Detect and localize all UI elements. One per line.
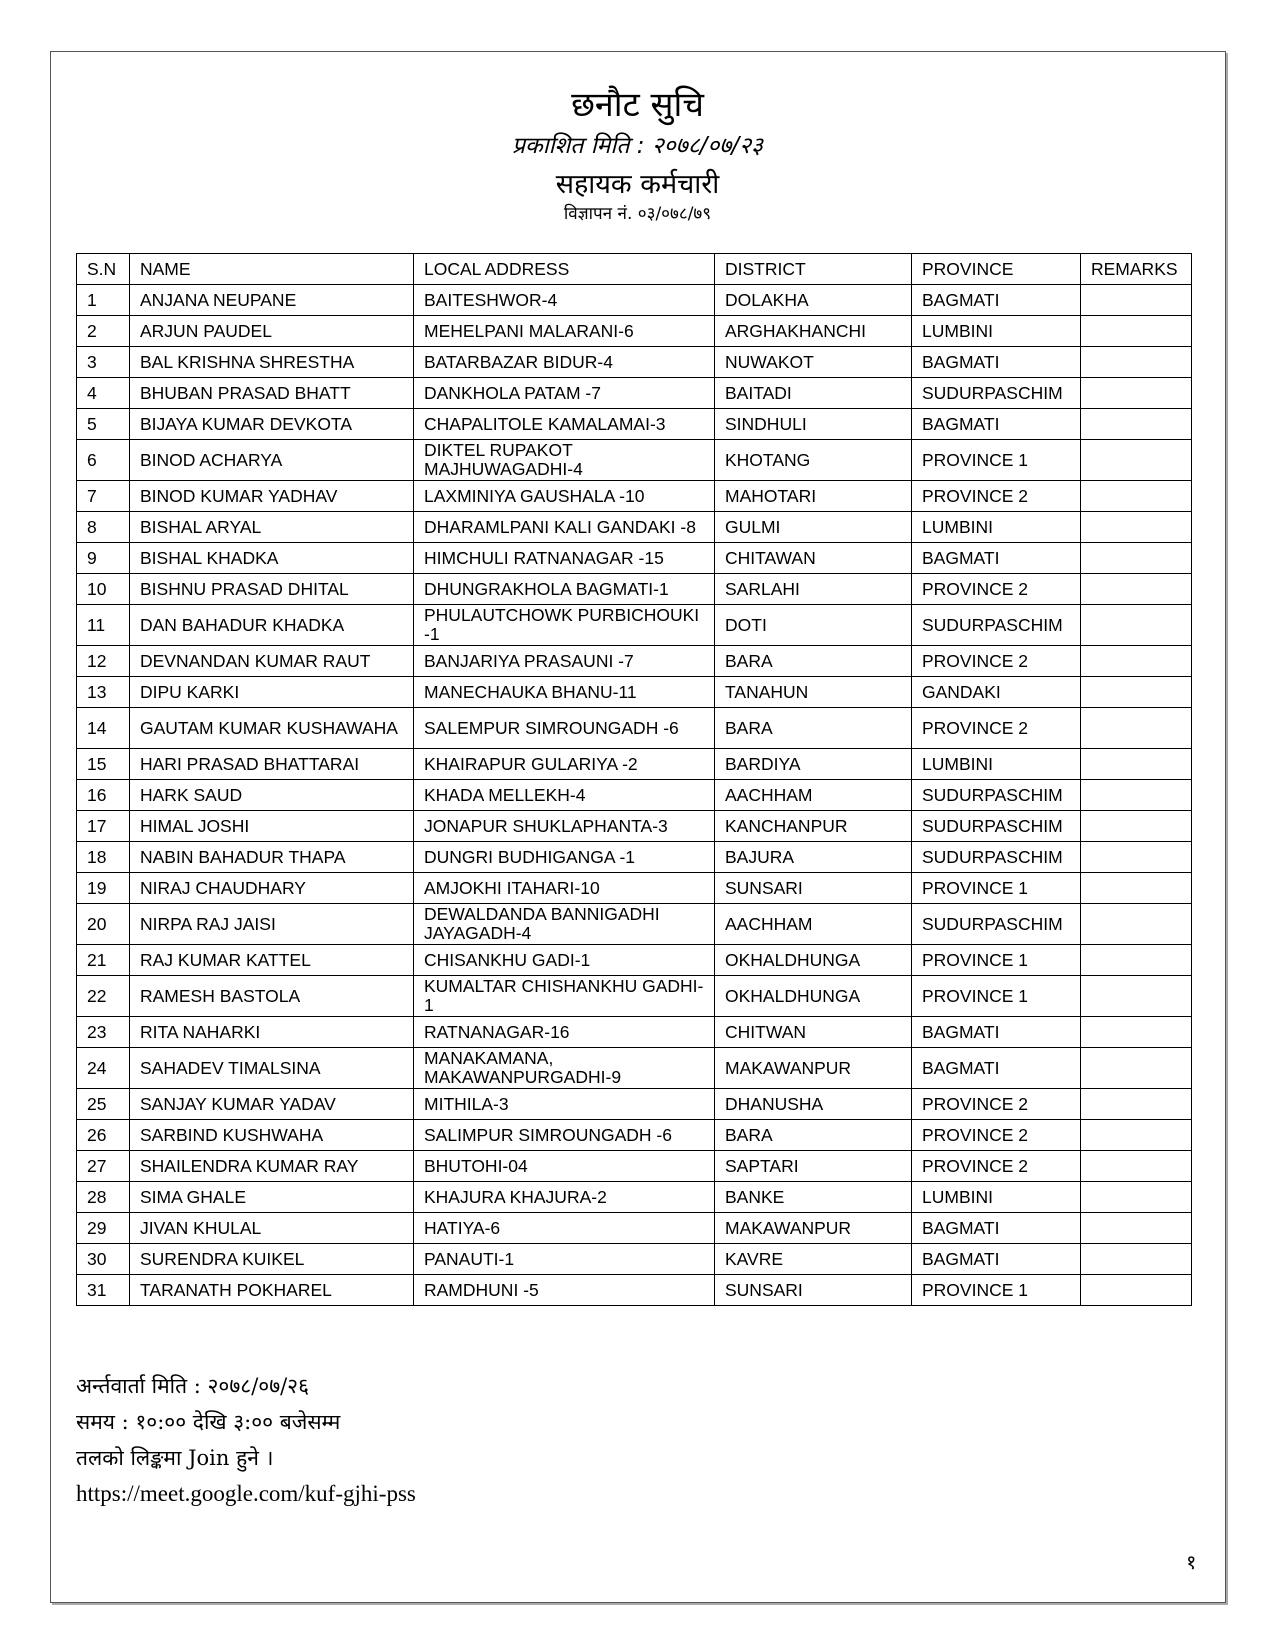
position-title: सहायक कर्मचारी (555, 169, 720, 200)
table-row (77, 574, 1192, 605)
province-cell: BAGMATI (912, 1213, 1081, 1244)
serial-cell: 7 (77, 481, 130, 512)
district-cell: SUNSARI (715, 1275, 912, 1306)
remarks-cell (1081, 378, 1192, 409)
address-cell: PHULAUTCHOWK PURBICHOUKI -1 (414, 605, 715, 646)
remarks-cell (1081, 347, 1192, 378)
province-cell: BAGMATI (912, 409, 1081, 440)
name-cell: HARK SAUD (130, 780, 414, 811)
column-header: PROVINCE (912, 254, 1081, 285)
table-row (77, 780, 1192, 811)
serial-cell: 26 (77, 1120, 130, 1151)
district-cell: CHITAWAN (715, 543, 912, 574)
table-row (77, 347, 1192, 378)
province-cell: LUMBINI (912, 512, 1081, 543)
name-cell: HARI PRASAD BHATTARAI (130, 749, 414, 780)
district-cell: BARA (715, 1120, 912, 1151)
serial-cell: 25 (77, 1089, 130, 1120)
table-row (77, 1017, 1192, 1048)
province-cell: BAGMATI (912, 347, 1081, 378)
address-cell: DUNGRI BUDHIGANGA -1 (414, 842, 715, 873)
table-row (77, 605, 1192, 646)
serial-cell: 23 (77, 1017, 130, 1048)
table-row (77, 873, 1192, 904)
serial-cell: 18 (77, 842, 130, 873)
column-header: REMARKS (1081, 254, 1192, 285)
name-cell: BISHAL KHADKA (130, 543, 414, 574)
name-cell: NABIN BAHADUR THAPA (130, 842, 414, 873)
serial-cell: 6 (77, 440, 130, 481)
district-cell: SARLAHI (715, 574, 912, 605)
name-cell: SARBIND KUSHWAHA (130, 1120, 414, 1151)
serial-cell: 28 (77, 1182, 130, 1213)
name-cell: BISHNU PRASAD DHITAL (130, 574, 414, 605)
remarks-cell (1081, 1213, 1192, 1244)
district-cell: MAHOTARI (715, 481, 912, 512)
column-header: NAME (130, 254, 414, 285)
remarks-cell (1081, 873, 1192, 904)
name-cell: SANJAY KUMAR YADAV (130, 1089, 414, 1120)
district-cell: GULMI (715, 512, 912, 543)
remarks-cell (1081, 440, 1192, 481)
name-cell: SIMA GHALE (130, 1182, 414, 1213)
address-cell: KUMALTAR CHISHANKHU GADHI-1 (414, 976, 715, 1017)
address-cell: MANECHAUKA BHANU-11 (414, 677, 715, 708)
district-cell: OKHALDHUNGA (715, 976, 912, 1017)
serial-cell: 10 (77, 574, 130, 605)
serial-cell: 5 (77, 409, 130, 440)
province-cell: LUMBINI (912, 1182, 1081, 1213)
province-cell: BAGMATI (912, 1244, 1081, 1275)
province-cell: PROVINCE 2 (912, 708, 1081, 749)
serial-cell: 24 (77, 1048, 130, 1089)
name-cell: BINOD KUMAR YADHAV (130, 481, 414, 512)
province-cell: SUDURPASCHIM (912, 842, 1081, 873)
serial-cell: 14 (77, 708, 130, 749)
serial-cell: 30 (77, 1244, 130, 1275)
address-cell: DANKHOLA PATAM -7 (414, 378, 715, 409)
table-row (77, 811, 1192, 842)
address-cell: HIMCHULI RATNANAGAR -15 (414, 543, 715, 574)
address-cell: BAITESHWOR-4 (414, 285, 715, 316)
province-cell: GANDAKI (912, 677, 1081, 708)
join-note: तलको लिङ्कमा Join हुने । (76, 1446, 274, 1470)
remarks-cell (1081, 1244, 1192, 1275)
serial-cell: 19 (77, 873, 130, 904)
serial-cell: 29 (77, 1213, 130, 1244)
serial-cell: 22 (77, 976, 130, 1017)
serial-cell: 4 (77, 378, 130, 409)
table-row (77, 708, 1192, 749)
remarks-cell (1081, 1017, 1192, 1048)
remarks-cell (1081, 316, 1192, 347)
remarks-cell (1081, 646, 1192, 677)
serial-cell: 21 (77, 945, 130, 976)
notice-number: विज्ञापन नं. ०३/०७८/७९ (563, 204, 712, 224)
district-cell: BAJURA (715, 842, 912, 873)
serial-cell: 1 (77, 285, 130, 316)
serial-cell: 3 (77, 347, 130, 378)
serial-cell: 12 (77, 646, 130, 677)
province-cell: SUDURPASCHIM (912, 780, 1081, 811)
province-cell: PROVINCE 1 (912, 440, 1081, 481)
column-header: S.N (77, 254, 130, 285)
province-cell: LUMBINI (912, 749, 1081, 780)
meet-link[interactable]: https://meet.google.com/kuf-gjhi-pss (76, 1481, 416, 1506)
interview-time: समय : १०:०० देखि ३:०० बजेसम्म (76, 1410, 341, 1434)
address-cell: LAXMINIYA GAUSHALA -10 (414, 481, 715, 512)
district-cell: CHITWAN (715, 1017, 912, 1048)
name-cell: NIRPA RAJ JAISI (130, 904, 414, 945)
table-row (77, 512, 1192, 543)
table-row (77, 1182, 1192, 1213)
remarks-cell (1081, 481, 1192, 512)
district-cell: AACHHAM (715, 904, 912, 945)
district-cell: NUWAKOT (715, 347, 912, 378)
table-row (77, 316, 1192, 347)
name-cell: ANJANA NEUPANE (130, 285, 414, 316)
name-cell: SAHADEV TIMALSINA (130, 1048, 414, 1089)
province-cell: PROVINCE 2 (912, 1089, 1081, 1120)
remarks-cell (1081, 605, 1192, 646)
district-cell: OKHALDHUNGA (715, 945, 912, 976)
district-cell: ARGHAKHANCHI (715, 316, 912, 347)
table-row (77, 646, 1192, 677)
table-row (77, 1213, 1192, 1244)
column-header: DISTRICT (715, 254, 912, 285)
district-cell: BARA (715, 708, 912, 749)
serial-cell: 8 (77, 512, 130, 543)
district-cell: BANKE (715, 1182, 912, 1213)
remarks-cell (1081, 285, 1192, 316)
name-cell: TARANATH POKHAREL (130, 1275, 414, 1306)
serial-cell: 31 (77, 1275, 130, 1306)
province-cell: PROVINCE 1 (912, 945, 1081, 976)
table-row (77, 677, 1192, 708)
table-header-row (77, 254, 1192, 285)
province-cell: LUMBINI (912, 316, 1081, 347)
name-cell: JIVAN KHULAL (130, 1213, 414, 1244)
table-row (77, 1275, 1192, 1306)
name-cell: DAN BAHADUR KHADKA (130, 605, 414, 646)
name-cell: BINOD ACHARYA (130, 440, 414, 481)
address-cell: JONAPUR SHUKLAPHANTA-3 (414, 811, 715, 842)
table-row (77, 378, 1192, 409)
table-row (77, 1244, 1192, 1275)
remarks-cell (1081, 512, 1192, 543)
document-title: छनौट सुचि (571, 85, 704, 125)
name-cell: BIJAYA KUMAR DEVKOTA (130, 409, 414, 440)
name-cell: BISHAL ARYAL (130, 512, 414, 543)
name-cell: BHUBAN PRASAD BHATT (130, 378, 414, 409)
table-row (77, 285, 1192, 316)
province-cell: PROVINCE 2 (912, 646, 1081, 677)
serial-cell: 11 (77, 605, 130, 646)
province-cell: SUDURPASCHIM (912, 605, 1081, 646)
remarks-cell (1081, 708, 1192, 749)
interview-info (76, 1368, 416, 1512)
remarks-cell (1081, 976, 1192, 1017)
address-cell: CHAPALITOLE KAMALAMAI-3 (414, 409, 715, 440)
name-cell: SHAILENDRA KUMAR RAY (130, 1151, 414, 1182)
name-cell: SURENDRA KUIKEL (130, 1244, 414, 1275)
remarks-cell (1081, 1120, 1192, 1151)
province-cell: PROVINCE 1 (912, 976, 1081, 1017)
district-cell: KAVRE (715, 1244, 912, 1275)
published-date: प्रकाशित मिति : २०७८/०७/२३ (511, 133, 764, 159)
address-cell: DHUNGRAKHOLA BAGMATI-1 (414, 574, 715, 605)
address-cell: SALEMPUR SIMROUNGADH -6 (414, 708, 715, 749)
address-cell: BANJARIYA PRASAUNI -7 (414, 646, 715, 677)
serial-cell: 27 (77, 1151, 130, 1182)
table-row (77, 1120, 1192, 1151)
remarks-cell (1081, 574, 1192, 605)
province-cell: PROVINCE 1 (912, 873, 1081, 904)
address-cell: KHADA MELLEKH-4 (414, 780, 715, 811)
remarks-cell (1081, 811, 1192, 842)
name-cell: DIPU KARKI (130, 677, 414, 708)
address-cell: DEWALDANDA BANNIGADHI JAYAGADH-4 (414, 904, 715, 945)
remarks-cell (1081, 842, 1192, 873)
name-cell: NIRAJ CHAUDHARY (130, 873, 414, 904)
table-row (77, 1089, 1192, 1120)
name-cell: RAJ KUMAR KATTEL (130, 945, 414, 976)
address-cell: MEHELPANI MALARANI-6 (414, 316, 715, 347)
serial-cell: 16 (77, 780, 130, 811)
district-cell: DHANUSHA (715, 1089, 912, 1120)
table-row (77, 543, 1192, 574)
district-cell: MAKAWANPUR (715, 1048, 912, 1089)
serial-cell: 2 (77, 316, 130, 347)
province-cell: PROVINCE 2 (912, 481, 1081, 512)
district-cell: AACHHAM (715, 780, 912, 811)
remarks-cell (1081, 409, 1192, 440)
address-cell: RATNANAGAR-16 (414, 1017, 715, 1048)
remarks-cell (1081, 677, 1192, 708)
address-cell: HATIYA-6 (414, 1213, 715, 1244)
province-cell: SUDURPASCHIM (912, 811, 1081, 842)
address-cell: MANAKAMANA, MAKAWANPURGADHI-9 (414, 1048, 715, 1089)
name-cell: RITA NAHARKI (130, 1017, 414, 1048)
district-cell: BARDIYA (715, 749, 912, 780)
district-cell: SAPTARI (715, 1151, 912, 1182)
address-cell: RAMDHUNI -5 (414, 1275, 715, 1306)
name-cell: ARJUN PAUDEL (130, 316, 414, 347)
name-cell: RAMESH BASTOLA (130, 976, 414, 1017)
district-cell: KANCHANPUR (715, 811, 912, 842)
table-row (77, 842, 1192, 873)
district-cell: MAKAWANPUR (715, 1213, 912, 1244)
serial-cell: 17 (77, 811, 130, 842)
table-row (77, 1151, 1192, 1182)
province-cell: PROVINCE 2 (912, 1120, 1081, 1151)
remarks-cell (1081, 1151, 1192, 1182)
district-cell: BAITADI (715, 378, 912, 409)
table-row (77, 945, 1192, 976)
serial-cell: 15 (77, 749, 130, 780)
table-row (77, 409, 1192, 440)
serial-cell: 20 (77, 904, 130, 945)
address-cell: DIKTEL RUPAKOT MAJHUWAGADHI-4 (414, 440, 715, 481)
remarks-cell (1081, 904, 1192, 945)
selection-table (76, 253, 1192, 1306)
name-cell: BAL KRISHNA SHRESTHA (130, 347, 414, 378)
province-cell: SUDURPASCHIM (912, 904, 1081, 945)
province-cell: BAGMATI (912, 285, 1081, 316)
district-cell: DOTI (715, 605, 912, 646)
remarks-cell (1081, 1089, 1192, 1120)
serial-cell: 9 (77, 543, 130, 574)
remarks-cell (1081, 1048, 1192, 1089)
province-cell: SUDURPASCHIM (912, 378, 1081, 409)
interview-date: अर्न्तवार्ता मिति : २०७८/०७/२६ (76, 1374, 310, 1398)
table-row (77, 904, 1192, 945)
name-cell: GAUTAM KUMAR KUSHAWAHA (130, 708, 414, 749)
column-header: LOCAL ADDRESS (414, 254, 715, 285)
district-cell: SUNSARI (715, 873, 912, 904)
page-number: १ (1186, 1550, 1197, 1574)
table-row (77, 749, 1192, 780)
province-cell: PROVINCE 2 (912, 1151, 1081, 1182)
province-cell: BAGMATI (912, 1017, 1081, 1048)
address-cell: PANAUTI-1 (414, 1244, 715, 1275)
province-cell: BAGMATI (912, 543, 1081, 574)
remarks-cell (1081, 543, 1192, 574)
address-cell: KHAJURA KHAJURA-2 (414, 1182, 715, 1213)
district-cell: KHOTANG (715, 440, 912, 481)
table-row (77, 976, 1192, 1017)
remarks-cell (1081, 1182, 1192, 1213)
name-cell: DEVNANDAN KUMAR RAUT (130, 646, 414, 677)
district-cell: SINDHULI (715, 409, 912, 440)
remarks-cell (1081, 1275, 1192, 1306)
province-cell: PROVINCE 1 (912, 1275, 1081, 1306)
district-cell: DOLAKHA (715, 285, 912, 316)
address-cell: BHUTOHI-04 (414, 1151, 715, 1182)
address-cell: CHISANKHU GADI-1 (414, 945, 715, 976)
name-cell: HIMAL JOSHI (130, 811, 414, 842)
table-row (77, 440, 1192, 481)
district-cell: BARA (715, 646, 912, 677)
remarks-cell (1081, 780, 1192, 811)
address-cell: BATARBAZAR BIDUR-4 (414, 347, 715, 378)
province-cell: BAGMATI (912, 1048, 1081, 1089)
table-row (77, 481, 1192, 512)
remarks-cell (1081, 749, 1192, 780)
remarks-cell (1081, 945, 1192, 976)
serial-cell: 13 (77, 677, 130, 708)
address-cell: DHARAMLPANI KALI GANDAKI -8 (414, 512, 715, 543)
address-cell: KHAIRAPUR GULARIYA -2 (414, 749, 715, 780)
table-row (77, 1048, 1192, 1089)
district-cell: TANAHUN (715, 677, 912, 708)
province-cell: PROVINCE 2 (912, 574, 1081, 605)
address-cell: AMJOKHI ITAHARI-10 (414, 873, 715, 904)
address-cell: MITHILA-3 (414, 1089, 715, 1120)
address-cell: SALIMPUR SIMROUNGADH -6 (414, 1120, 715, 1151)
